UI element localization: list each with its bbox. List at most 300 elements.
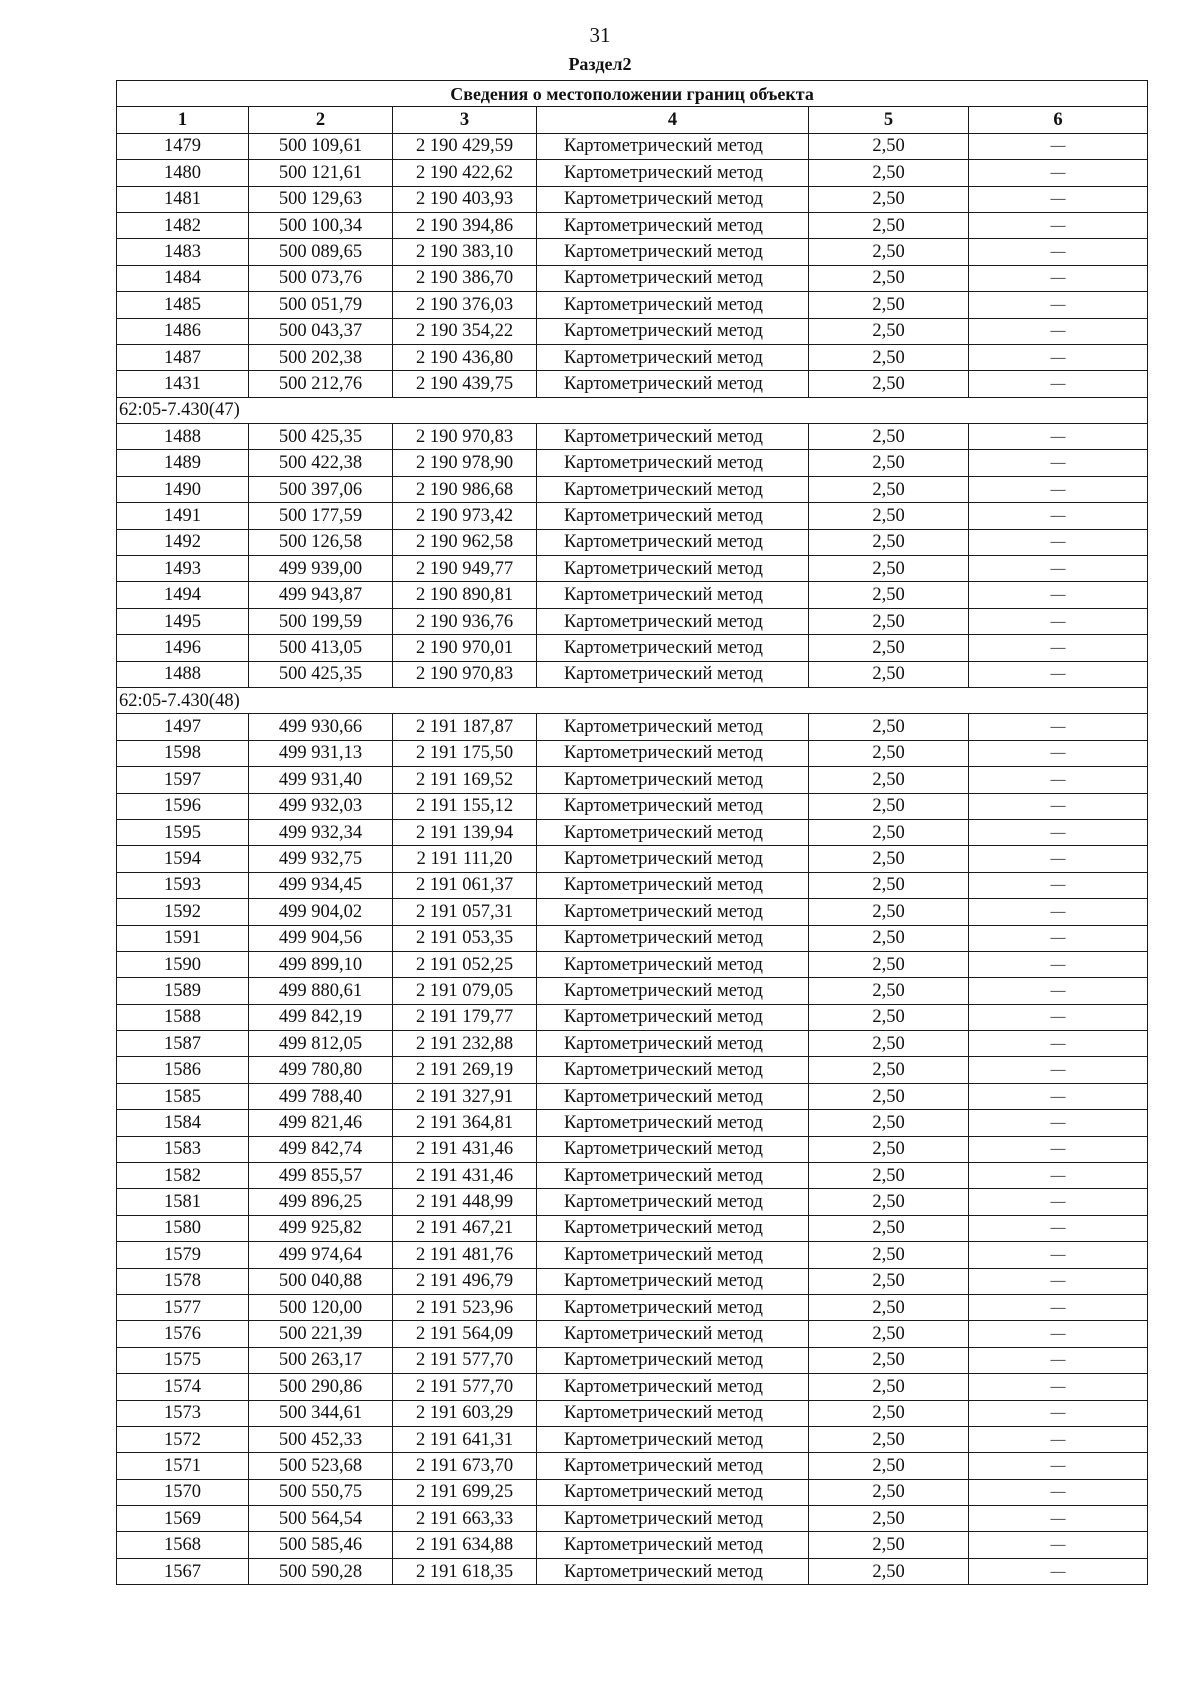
method-cell: Картометрический метод — [537, 476, 809, 502]
column-header: 2 — [249, 107, 393, 133]
point-number-cell: 1591 — [117, 925, 249, 951]
y-coordinate-cell: 2 191 564,09 — [393, 1321, 537, 1347]
method-cell: Картометрический метод — [537, 1479, 809, 1505]
table-row — [117, 1057, 1148, 1083]
x-coordinate-cell: 500 585,46 — [249, 1532, 393, 1558]
point-number-cell: 1571 — [117, 1453, 249, 1479]
method-cell: Картометрический метод — [537, 1321, 809, 1347]
table-row — [117, 186, 1148, 212]
accuracy-cell: 2,50 — [809, 1057, 969, 1083]
accuracy-cell: 2,50 — [809, 661, 969, 687]
method-cell: Картометрический метод — [537, 239, 809, 265]
y-coordinate-cell: 2 191 496,79 — [393, 1268, 537, 1294]
x-coordinate-cell: 499 821,46 — [249, 1110, 393, 1136]
table-row — [117, 318, 1148, 344]
x-coordinate-cell: 500 452,33 — [249, 1426, 393, 1452]
x-coordinate-cell: 499 934,45 — [249, 872, 393, 898]
method-cell: Картометрический метод — [537, 582, 809, 608]
x-coordinate-cell: 499 904,56 — [249, 925, 393, 951]
table-row — [117, 265, 1148, 291]
description-cell: — — [969, 503, 1148, 529]
description-cell: — — [969, 1136, 1148, 1162]
method-cell: Картометрический метод — [537, 133, 809, 159]
column-number-row — [117, 107, 1148, 133]
point-number-cell: 1570 — [117, 1479, 249, 1505]
x-coordinate-cell: 500 425,35 — [249, 424, 393, 450]
accuracy-cell: 2,50 — [809, 714, 969, 740]
table-row — [117, 1426, 1148, 1452]
accuracy-cell: 2,50 — [809, 1347, 969, 1373]
table-header — [117, 81, 1148, 134]
point-number-cell: 1593 — [117, 872, 249, 898]
description-cell: — — [969, 661, 1148, 687]
point-number-cell: 1581 — [117, 1189, 249, 1215]
table-row — [117, 160, 1148, 186]
group-header-row — [117, 397, 1148, 423]
x-coordinate-cell: 500 212,76 — [249, 371, 393, 397]
table-row — [117, 133, 1148, 159]
table-row — [117, 1479, 1148, 1505]
y-coordinate-cell: 2 191 699,25 — [393, 1479, 537, 1505]
accuracy-cell: 2,50 — [809, 133, 969, 159]
accuracy-cell: 2,50 — [809, 1294, 969, 1320]
description-cell: — — [969, 925, 1148, 951]
description-cell: — — [969, 160, 1148, 186]
method-cell: Картометрический метод — [537, 186, 809, 212]
accuracy-cell: 2,50 — [809, 925, 969, 951]
table-row — [117, 1215, 1148, 1241]
x-coordinate-cell: 499 931,13 — [249, 740, 393, 766]
accuracy-cell: 2,50 — [809, 265, 969, 291]
method-cell: Картометрический метод — [537, 951, 809, 977]
accuracy-cell: 2,50 — [809, 582, 969, 608]
table-row — [117, 819, 1148, 845]
x-coordinate-cell: 500 121,61 — [249, 160, 393, 186]
accuracy-cell: 2,50 — [809, 424, 969, 450]
method-cell: Картометрический метод — [537, 1453, 809, 1479]
description-cell: — — [969, 1347, 1148, 1373]
description-cell: — — [969, 740, 1148, 766]
y-coordinate-cell: 2 191 139,94 — [393, 819, 537, 845]
description-cell: — — [969, 635, 1148, 661]
point-number-cell: 1575 — [117, 1347, 249, 1373]
x-coordinate-cell: 499 904,02 — [249, 899, 393, 925]
method-cell: Картометрический метод — [537, 767, 809, 793]
table-row — [117, 1110, 1148, 1136]
method-cell: Картометрический метод — [537, 292, 809, 318]
y-coordinate-cell: 2 191 327,91 — [393, 1083, 537, 1109]
description-cell: — — [969, 951, 1148, 977]
y-coordinate-cell: 2 190 936,76 — [393, 608, 537, 634]
y-coordinate-cell: 2 191 111,20 — [393, 846, 537, 872]
method-cell: Картометрический метод — [537, 1189, 809, 1215]
description-cell: — — [969, 1400, 1148, 1426]
x-coordinate-cell: 500 040,88 — [249, 1268, 393, 1294]
point-number-cell: 1596 — [117, 793, 249, 819]
point-number-cell: 1567 — [117, 1558, 249, 1584]
x-coordinate-cell: 499 855,57 — [249, 1163, 393, 1189]
point-number-cell: 1488 — [117, 424, 249, 450]
description-cell: — — [969, 872, 1148, 898]
description-cell: — — [969, 529, 1148, 555]
x-coordinate-cell: 500 100,34 — [249, 212, 393, 238]
x-coordinate-cell: 499 943,87 — [249, 582, 393, 608]
table-row — [117, 424, 1148, 450]
accuracy-cell: 2,50 — [809, 819, 969, 845]
method-cell: Картометрический метод — [537, 424, 809, 450]
accuracy-cell: 2,50 — [809, 846, 969, 872]
description-cell: — — [969, 1558, 1148, 1584]
point-number-cell: 1594 — [117, 846, 249, 872]
point-number-cell: 1431 — [117, 371, 249, 397]
table-row — [117, 450, 1148, 476]
accuracy-cell: 2,50 — [809, 529, 969, 555]
section-title: Раздел2 — [568, 54, 632, 74]
point-number-cell: 1577 — [117, 1294, 249, 1320]
accuracy-cell: 2,50 — [809, 371, 969, 397]
method-cell: Картометрический метод — [537, 793, 809, 819]
description-cell: — — [969, 1453, 1148, 1479]
column-header: 4 — [537, 107, 809, 133]
description-cell: — — [969, 1532, 1148, 1558]
x-coordinate-cell: 499 932,75 — [249, 846, 393, 872]
y-coordinate-cell: 2 190 403,93 — [393, 186, 537, 212]
point-number-cell: 1495 — [117, 608, 249, 634]
description-cell: — — [969, 212, 1148, 238]
point-number-cell: 1489 — [117, 450, 249, 476]
point-number-cell: 1595 — [117, 819, 249, 845]
accuracy-cell: 2,50 — [809, 1479, 969, 1505]
y-coordinate-cell: 2 191 269,19 — [393, 1057, 537, 1083]
description-cell: — — [969, 1321, 1148, 1347]
x-coordinate-cell: 500 422,38 — [249, 450, 393, 476]
point-number-cell: 1579 — [117, 1242, 249, 1268]
x-coordinate-cell: 500 564,54 — [249, 1506, 393, 1532]
accuracy-cell: 2,50 — [809, 1083, 969, 1109]
point-number-cell: 1589 — [117, 978, 249, 1004]
accuracy-cell: 2,50 — [809, 1268, 969, 1294]
point-number-cell: 1573 — [117, 1400, 249, 1426]
point-number-cell: 1480 — [117, 160, 249, 186]
description-cell: — — [969, 1163, 1148, 1189]
x-coordinate-cell: 499 812,05 — [249, 1031, 393, 1057]
x-coordinate-cell: 500 590,28 — [249, 1558, 393, 1584]
accuracy-cell: 2,50 — [809, 239, 969, 265]
y-coordinate-cell: 2 191 187,87 — [393, 714, 537, 740]
method-cell: Картометрический метод — [537, 978, 809, 1004]
y-coordinate-cell: 2 191 618,35 — [393, 1558, 537, 1584]
table-caption: Сведения о местоположении границ объекта — [117, 81, 1148, 107]
point-number-cell: 1497 — [117, 714, 249, 740]
y-coordinate-cell: 2 191 603,29 — [393, 1400, 537, 1426]
x-coordinate-cell: 499 788,40 — [249, 1083, 393, 1109]
table-row — [117, 1136, 1148, 1162]
point-number-cell: 1578 — [117, 1268, 249, 1294]
point-number-cell: 1592 — [117, 899, 249, 925]
x-coordinate-cell: 500 397,06 — [249, 476, 393, 502]
point-number-cell: 1492 — [117, 529, 249, 555]
y-coordinate-cell: 2 190 439,75 — [393, 371, 537, 397]
method-cell: Картометрический метод — [537, 371, 809, 397]
description-cell: — — [969, 292, 1148, 318]
group-header-row — [117, 687, 1148, 713]
accuracy-cell: 2,50 — [809, 556, 969, 582]
table-row — [117, 1189, 1148, 1215]
accuracy-cell: 2,50 — [809, 212, 969, 238]
method-cell: Картометрический метод — [537, 1083, 809, 1109]
table-row — [117, 1242, 1148, 1268]
x-coordinate-cell: 499 925,82 — [249, 1215, 393, 1241]
accuracy-cell: 2,50 — [809, 793, 969, 819]
method-cell: Картометрический метод — [537, 1506, 809, 1532]
table-row — [117, 1004, 1148, 1030]
y-coordinate-cell: 2 190 376,03 — [393, 292, 537, 318]
method-cell: Картометрический метод — [537, 925, 809, 951]
method-cell: Картометрический метод — [537, 1400, 809, 1426]
point-number-cell: 1481 — [117, 186, 249, 212]
y-coordinate-cell: 2 191 641,31 — [393, 1426, 537, 1452]
description-cell: — — [969, 582, 1148, 608]
table-row — [117, 951, 1148, 977]
accuracy-cell: 2,50 — [809, 899, 969, 925]
description-cell: — — [969, 1189, 1148, 1215]
accuracy-cell: 2,50 — [809, 1031, 969, 1057]
point-number-cell: 1490 — [117, 476, 249, 502]
y-coordinate-cell: 2 191 634,88 — [393, 1532, 537, 1558]
method-cell: Картометрический метод — [537, 265, 809, 291]
x-coordinate-cell: 499 932,03 — [249, 793, 393, 819]
description-cell: — — [969, 793, 1148, 819]
method-cell: Картометрический метод — [537, 1163, 809, 1189]
y-coordinate-cell: 2 190 970,83 — [393, 661, 537, 687]
method-cell: Картометрический метод — [537, 1558, 809, 1584]
method-cell: Картометрический метод — [537, 608, 809, 634]
table-row — [117, 925, 1148, 951]
page-number: 31 — [589, 23, 611, 47]
point-number-cell: 1584 — [117, 1110, 249, 1136]
table-row — [117, 1558, 1148, 1584]
y-coordinate-cell: 2 191 481,76 — [393, 1242, 537, 1268]
point-number-cell: 1580 — [117, 1215, 249, 1241]
y-coordinate-cell: 2 190 978,90 — [393, 450, 537, 476]
table-row — [117, 1374, 1148, 1400]
accuracy-cell: 2,50 — [809, 767, 969, 793]
y-coordinate-cell: 2 191 577,70 — [393, 1374, 537, 1400]
x-coordinate-cell: 500 129,63 — [249, 186, 393, 212]
point-number-cell: 1576 — [117, 1321, 249, 1347]
method-cell: Картометрический метод — [537, 1294, 809, 1320]
x-coordinate-cell: 500 221,39 — [249, 1321, 393, 1347]
y-coordinate-cell: 2 191 467,21 — [393, 1215, 537, 1241]
column-header: 6 — [969, 107, 1148, 133]
method-cell: Картометрический метод — [537, 1004, 809, 1030]
description-cell: — — [969, 899, 1148, 925]
accuracy-cell: 2,50 — [809, 978, 969, 1004]
method-cell: Картометрический метод — [537, 1215, 809, 1241]
table-row — [117, 1453, 1148, 1479]
accuracy-cell: 2,50 — [809, 740, 969, 766]
x-coordinate-cell: 500 202,38 — [249, 344, 393, 370]
accuracy-cell: 2,50 — [809, 476, 969, 502]
y-coordinate-cell: 2 190 383,10 — [393, 239, 537, 265]
y-coordinate-cell: 2 190 422,62 — [393, 160, 537, 186]
table-row — [117, 582, 1148, 608]
x-coordinate-cell: 499 939,00 — [249, 556, 393, 582]
method-cell: Картометрический метод — [537, 899, 809, 925]
y-coordinate-cell: 2 190 973,42 — [393, 503, 537, 529]
x-coordinate-cell: 500 425,35 — [249, 661, 393, 687]
point-number-cell: 1587 — [117, 1031, 249, 1057]
x-coordinate-cell: 499 931,40 — [249, 767, 393, 793]
point-number-cell: 1496 — [117, 635, 249, 661]
description-cell: — — [969, 265, 1148, 291]
description-cell: — — [969, 476, 1148, 502]
description-cell: — — [969, 450, 1148, 476]
description-cell: — — [969, 133, 1148, 159]
accuracy-cell: 2,50 — [809, 635, 969, 661]
x-coordinate-cell: 500 073,76 — [249, 265, 393, 291]
y-coordinate-cell: 2 191 179,77 — [393, 1004, 537, 1030]
table-row — [117, 212, 1148, 238]
table-row — [117, 529, 1148, 555]
table-row — [117, 1083, 1148, 1109]
y-coordinate-cell: 2 190 890,81 — [393, 582, 537, 608]
point-number-cell: 1568 — [117, 1532, 249, 1558]
method-cell: Картометрический метод — [537, 450, 809, 476]
table-row — [117, 1532, 1148, 1558]
method-cell: Картометрический метод — [537, 872, 809, 898]
method-cell: Картометрический метод — [537, 1031, 809, 1057]
table-row — [117, 344, 1148, 370]
point-number-cell: 1585 — [117, 1083, 249, 1109]
point-number-cell: 1569 — [117, 1506, 249, 1532]
y-coordinate-cell: 2 190 970,01 — [393, 635, 537, 661]
table-row — [117, 556, 1148, 582]
y-coordinate-cell: 2 190 354,22 — [393, 318, 537, 344]
accuracy-cell: 2,50 — [809, 1136, 969, 1162]
method-cell: Картометрический метод — [537, 714, 809, 740]
method-cell: Картометрический метод — [537, 1057, 809, 1083]
description-cell: — — [969, 978, 1148, 1004]
method-cell: Картометрический метод — [537, 556, 809, 582]
point-number-cell: 1572 — [117, 1426, 249, 1452]
boundary-coordinates-table — [116, 80, 1148, 1585]
accuracy-cell: 2,50 — [809, 1004, 969, 1030]
x-coordinate-cell: 499 896,25 — [249, 1189, 393, 1215]
y-coordinate-cell: 2 190 429,59 — [393, 133, 537, 159]
accuracy-cell: 2,50 — [809, 1558, 969, 1584]
accuracy-cell: 2,50 — [809, 1506, 969, 1532]
description-cell: — — [969, 1294, 1148, 1320]
description-cell: — — [969, 239, 1148, 265]
accuracy-cell: 2,50 — [809, 608, 969, 634]
point-number-cell: 1483 — [117, 239, 249, 265]
description-cell: — — [969, 767, 1148, 793]
table-body — [117, 133, 1148, 1584]
point-number-cell: 1487 — [117, 344, 249, 370]
table-row — [117, 503, 1148, 529]
accuracy-cell: 2,50 — [809, 450, 969, 476]
x-coordinate-cell: 499 974,64 — [249, 1242, 393, 1268]
method-cell: Картометрический метод — [537, 740, 809, 766]
x-coordinate-cell: 499 880,61 — [249, 978, 393, 1004]
description-cell: — — [969, 1242, 1148, 1268]
method-cell: Картометрический метод — [537, 1347, 809, 1373]
method-cell: Картометрический метод — [537, 661, 809, 687]
accuracy-cell: 2,50 — [809, 503, 969, 529]
method-cell: Картометрический метод — [537, 160, 809, 186]
accuracy-cell: 2,50 — [809, 1215, 969, 1241]
table-row — [117, 292, 1148, 318]
column-header: 5 — [809, 107, 969, 133]
x-coordinate-cell: 500 126,58 — [249, 529, 393, 555]
description-cell: — — [969, 1374, 1148, 1400]
accuracy-cell: 2,50 — [809, 1163, 969, 1189]
point-number-cell: 1494 — [117, 582, 249, 608]
description-cell: — — [969, 1426, 1148, 1452]
table-row — [117, 899, 1148, 925]
table-row — [117, 661, 1148, 687]
method-cell: Картометрический метод — [537, 635, 809, 661]
method-cell: Картометрический метод — [537, 318, 809, 344]
y-coordinate-cell: 2 190 394,86 — [393, 212, 537, 238]
y-coordinate-cell: 2 191 155,12 — [393, 793, 537, 819]
method-cell: Картометрический метод — [537, 1242, 809, 1268]
accuracy-cell: 2,50 — [809, 1242, 969, 1268]
y-coordinate-cell: 2 191 232,88 — [393, 1031, 537, 1057]
y-coordinate-cell: 2 191 448,99 — [393, 1189, 537, 1215]
group-label: 62:05-7.430(47) — [117, 397, 1148, 423]
accuracy-cell: 2,50 — [809, 344, 969, 370]
accuracy-cell: 2,50 — [809, 1400, 969, 1426]
accuracy-cell: 2,50 — [809, 1110, 969, 1136]
table-row — [117, 1294, 1148, 1320]
point-number-cell: 1586 — [117, 1057, 249, 1083]
description-cell: — — [969, 1031, 1148, 1057]
description-cell: — — [969, 1110, 1148, 1136]
method-cell: Картометрический метод — [537, 344, 809, 370]
description-cell: — — [969, 1506, 1148, 1532]
point-number-cell: 1479 — [117, 133, 249, 159]
table-row — [117, 1268, 1148, 1294]
x-coordinate-cell: 499 842,74 — [249, 1136, 393, 1162]
table-row — [117, 476, 1148, 502]
table-caption-row — [117, 81, 1148, 107]
point-number-cell: 1493 — [117, 556, 249, 582]
table-row — [117, 793, 1148, 819]
x-coordinate-cell: 500 413,05 — [249, 635, 393, 661]
method-cell: Картометрический метод — [537, 529, 809, 555]
description-cell: — — [969, 318, 1148, 344]
description-cell: — — [969, 424, 1148, 450]
point-number-cell: 1597 — [117, 767, 249, 793]
method-cell: Картометрический метод — [537, 503, 809, 529]
table-row — [117, 1506, 1148, 1532]
y-coordinate-cell: 2 191 523,96 — [393, 1294, 537, 1320]
y-coordinate-cell: 2 190 949,77 — [393, 556, 537, 582]
point-number-cell: 1588 — [117, 1004, 249, 1030]
table-row — [117, 767, 1148, 793]
method-cell: Картометрический метод — [537, 212, 809, 238]
x-coordinate-cell: 499 930,66 — [249, 714, 393, 740]
x-coordinate-cell: 500 120,00 — [249, 1294, 393, 1320]
point-number-cell: 1485 — [117, 292, 249, 318]
description-cell: — — [969, 1215, 1148, 1241]
y-coordinate-cell: 2 191 169,52 — [393, 767, 537, 793]
x-coordinate-cell: 500 550,75 — [249, 1479, 393, 1505]
description-cell: — — [969, 714, 1148, 740]
table-row — [117, 846, 1148, 872]
